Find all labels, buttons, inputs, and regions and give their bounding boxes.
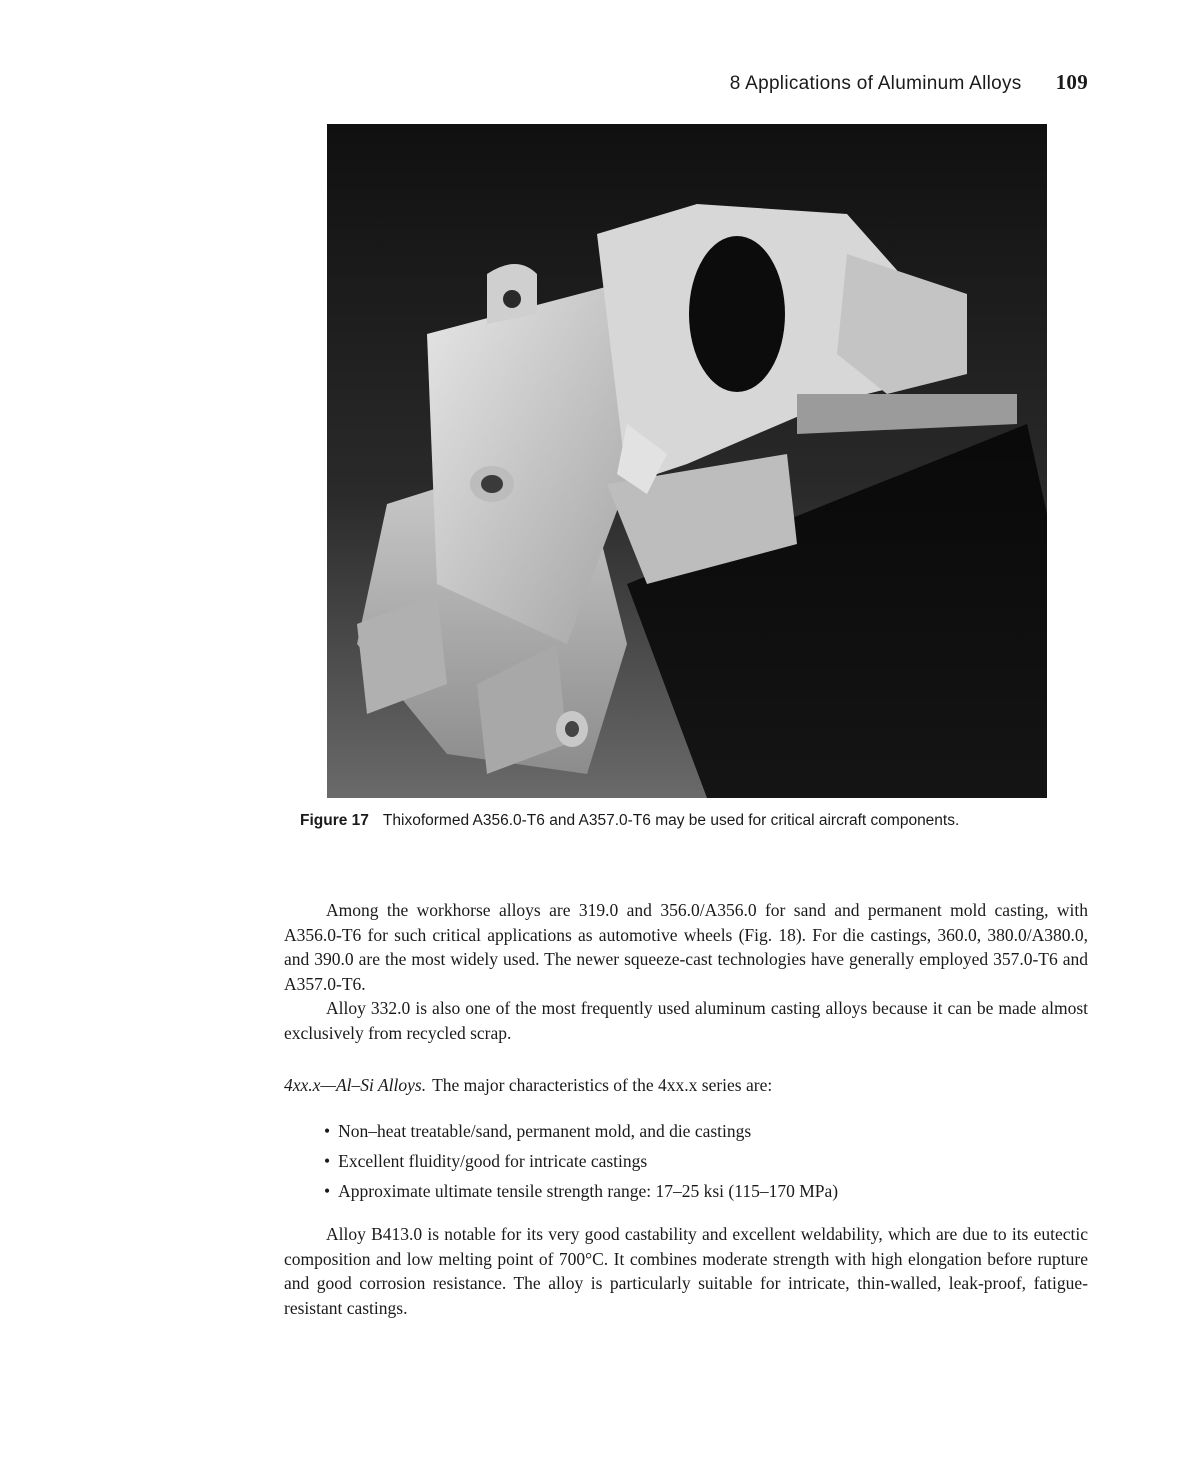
- chapter-title: 8 Applications of Aluminum Alloys: [729, 73, 1022, 94]
- section-intro: The major characteristics of the 4xx.x series are:: [432, 1075, 773, 1095]
- running-head: [640, 70, 1088, 95]
- caption-text: Thixoformed A356.0-T6 and A357.0-T6 may be used for critical aircraft components.: [382, 812, 960, 829]
- section-title: 4xx.x—Al–Si Alloys.: [284, 1075, 427, 1095]
- list-item: • Approximate ultimate tensile strength range: 17–25 ksi (115–170 MPa): [324, 1179, 1084, 1209]
- list-item: • Excellent fluidity/good for intricate castings: [324, 1149, 1084, 1179]
- characteristics-list: [324, 1119, 1084, 1209]
- section-heading: [284, 1075, 1088, 1096]
- paragraph-alloy-332: Alloy 332.0 is also one of the most frequently used aluminum casting alloys because it can be made almost exclusively from recycled scrap.: [284, 998, 1088, 1043]
- list-item: • Non–heat treatable/sand, permanent mold, and die castings: [324, 1119, 1084, 1149]
- paragraph-workhorse-alloys: Among the workhorse alloys are 319.0 and 356.0/A356.0 for sand and permanent mold casting, with A356.0-T6 for such critical applications as automotive wheels (Fig. 18). For die castings, 360.0, 380.0/A380.0, and 390.0 are the most widely used. The newer squeeze-cast technologies have generally employed 357.0-T6 and A357.0-T6.: [284, 900, 1088, 994]
- figure-caption: [300, 812, 1100, 830]
- paragraph-alloy-b413: Alloy B413.0 is notable for its very good castability and excellent weldability, which are due to its eutectic composition and low melting point of 700°C. It combines moderate strength with high elongation before rupture and good corrosion resistance. The alloy is particularly suitable for intricate, thin-walled, leak-proof, fatigue-resistant castings.: [284, 1224, 1088, 1318]
- closing-text-block: [284, 1222, 1088, 1320]
- page-number: 109: [1055, 70, 1088, 94]
- aircraft-component-photo: [327, 124, 1047, 798]
- figure-photo: [327, 124, 1047, 798]
- figure-label: Figure 17: [300, 812, 369, 829]
- body-text-block: [284, 898, 1088, 1045]
